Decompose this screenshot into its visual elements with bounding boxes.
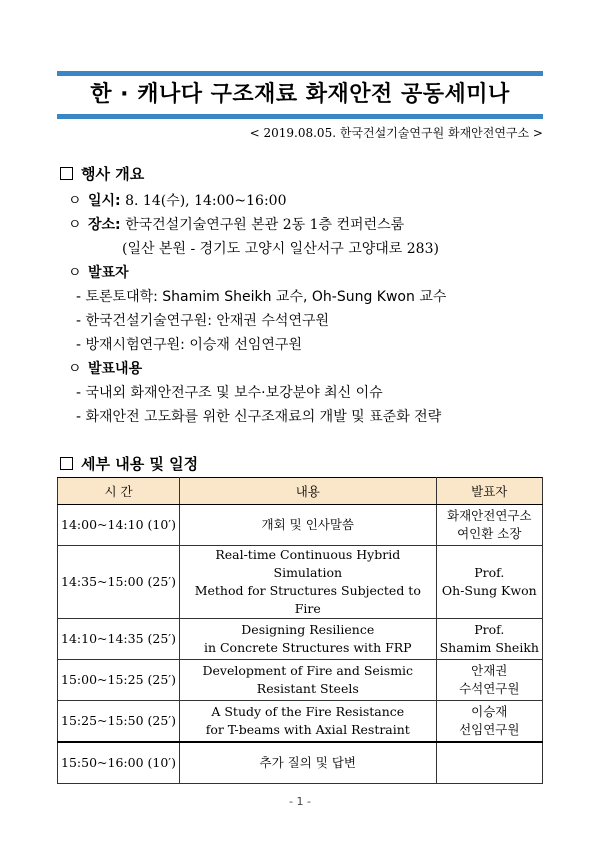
title-top-bar: [57, 71, 543, 76]
page-number: - 1 -: [289, 795, 311, 808]
section-schedule-heading: 세부 내용 및 일정: [60, 453, 198, 474]
bullet-icon: ㅇ: [68, 217, 82, 233]
table-row: [58, 742, 543, 784]
bullet-icon: ㅇ: [68, 361, 82, 377]
table-row: [58, 660, 543, 701]
header-time: 시 간: [58, 478, 180, 505]
table-row: [58, 701, 543, 743]
overview-topics-label: ㅇ 발표내용: [68, 358, 142, 378]
header-presenter: 발표자: [436, 478, 542, 505]
title-bottom-bar: [57, 114, 543, 119]
cell-time: 15:25~15:50 (25′): [58, 701, 180, 743]
cell-time: 14:10~14:35 (25′): [58, 619, 180, 660]
topic-item: - 화재안전 고도화를 위한 신구조재료의 개발 및 표준화 전략: [76, 409, 442, 425]
cell-time: 14:00~14:10 (10′): [58, 505, 180, 546]
cell-content: Real-time Continuous Hybrid Simulation Method for Structures Subjected to Fire: [180, 546, 437, 619]
section-overview-heading: 행사 개요: [60, 163, 144, 184]
table-row: [58, 619, 543, 660]
table-row: [58, 546, 543, 619]
document-subtitle: < 2019.08.05. 한국건설기술연구원 화재안전연구소 >: [249, 126, 543, 140]
cell-content: 추가 질의 및 답변: [180, 742, 437, 784]
cell-time: 15:50~16:00 (10′): [58, 742, 180, 784]
presenter-item: - 방재시험연구원: 이승재 선임연구원: [76, 337, 302, 353]
cell-content: Designing Resilience in Concrete Structures with FRP: [180, 619, 437, 660]
cell-presenter: 안재권 수석연구원: [436, 660, 542, 701]
overview-place: ㅇ 장소: 한국건설기술연구원 본관 2동 1층 컨퍼런스룸: [68, 214, 404, 234]
table-row: [58, 505, 543, 546]
cell-content: Development of Fire and Seismic Resistant Steels: [180, 660, 437, 701]
topic-item: - 국내외 화재안전구조 및 보수·보강분야 최신 이슈: [76, 385, 383, 401]
cell-presenter: [436, 742, 542, 784]
cell-content: A Study of the Fire Resistance for T-beams with Axial Restraint: [180, 701, 437, 743]
cell-presenter: 이승재 선임연구원: [436, 701, 542, 743]
table-header-row: [58, 478, 543, 505]
cell-time: 14:35~15:00 (25′): [58, 546, 180, 619]
bullet-icon: ㅇ: [68, 193, 82, 209]
cell-presenter: Prof. Oh-Sung Kwon: [436, 546, 542, 619]
cell-time: 15:00~15:25 (25′): [58, 660, 180, 701]
cell-content: 개회 및 인사말씀: [180, 505, 437, 546]
presenter-item: - 한국건설기술연구원: 안재권 수석연구원: [76, 313, 330, 329]
schedule-table: [57, 477, 543, 784]
presenter-item: - 토론토대학: Shamim Sheikh 교수, Oh-Sung Kwon 교수: [76, 289, 447, 305]
bullet-icon: ㅇ: [68, 265, 82, 281]
overview-place-detail: (일산 본원 - 경기도 고양시 일산서구 고양대로 283): [122, 241, 439, 257]
overview-presenters-label: ㅇ 발표자: [68, 262, 129, 282]
cell-presenter: 화재안전연구소 여인환 소장: [436, 505, 542, 546]
checkbox-square-icon: [60, 167, 73, 180]
header-content: 내용: [180, 478, 437, 505]
checkbox-square-icon: [60, 457, 73, 470]
cell-presenter: Prof. Shamim Sheikh: [436, 619, 542, 660]
overview-date: ㅇ 일시: 8. 14(수), 14:00~16:00: [68, 190, 287, 210]
document-title: 한 · 캐나다 구조재료 화재안전 공동세미나: [90, 82, 510, 107]
